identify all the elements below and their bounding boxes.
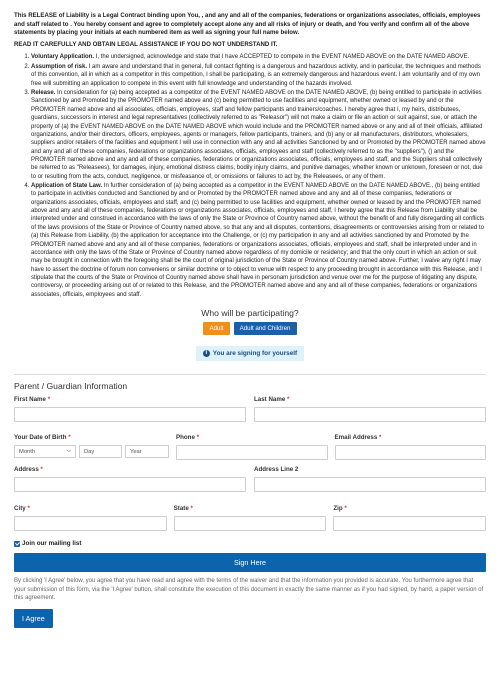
mailing-list-option[interactable]	[14, 540, 486, 547]
clause-text: In consideration for (a) being accepted as a competitor of the EVENT NAMED ABOVE on the DATE NAMED ABOVE, (b) being entitled to participate in activities Sanctioned by and Promoted by the PROMOTER named above and (c) being permitted to use facilities and equipment, whether owned or leased by and or the PROMOTER named above and all associates, officials, employees, staff and fellow participants and trainers/coaches. I hereby agree that I, my heirs, distributees, guardians, successors in interest and legal representatives (collectively referred to as "Releasor") will not make a claim or file an action or suit against, sue, or attach the property of (a) the EVENT NAMED ABOVE on the DATE NAMED ABOVE which would include and the PROMOTER named above or any and all of their officials, affiliated organizations, and/or their directors, officers, employees, agents or managers, fellow participants, trainers, and (b) any or all manufacturers, distributors, wholesalers, suppliers and/or retailers of the facilities and equipment I will use in connection with any and all activities Sanctioned by and or Promoted by the PROMOTER named above and any and all of these companies, federations or organizations associates, officials, employees and staff (collectively referred to as the "suppliers"), () and the PROMOTER named above and any and all of these companies, federations or organizations associates, officials, employees and staff, and the Suppliers shall collectively be referred to as "Releasees), for damages, injury, emotional distress claims, bodily injury claims, and punitive damages, whether known or unknown, foreseen or not, due to or resulting from the acts, conduct, negligence, or misfeasance of, or omissions or failures to act by, the Releasees, or any of them.	[31, 90, 486, 180]
dob-label: Your Date of Birth *	[14, 434, 71, 442]
clause-item	[31, 63, 486, 88]
zip-label: Zip *	[333, 505, 347, 513]
release-intro: This RELEASE of Liability is a Legal Contract binding upon You, , and any and all of the companies, federations or organizations associates, officials, employees and staff related to . You hereby consent and agree to completely accept alone any and all risks of injury or death, and You verify and confirm all of the above statements by placing your initials at each numbered item as well as signing your full name below.	[14, 12, 481, 37]
email-input[interactable]	[335, 445, 487, 460]
address-label: Address *	[14, 466, 43, 474]
signing-notice	[196, 346, 304, 361]
participation-options	[14, 322, 486, 335]
clause-item	[31, 182, 486, 299]
phone-label: Phone *	[176, 434, 200, 442]
clause-item	[31, 89, 486, 181]
month-select[interactable]: Month ⌵	[14, 445, 76, 458]
address-input[interactable]	[14, 477, 246, 492]
phone-field-group	[176, 434, 328, 460]
city-input[interactable]	[14, 516, 167, 531]
dob-field-group	[14, 434, 169, 460]
clauses-list	[14, 53, 486, 299]
clause-item	[31, 53, 486, 61]
phone-input[interactable]	[176, 445, 328, 460]
participation-title: Who will be participating?	[201, 307, 299, 318]
address2-field-group	[254, 466, 486, 492]
checkbox-checked-icon[interactable]	[14, 541, 20, 547]
adult-option-button[interactable]: Adult	[203, 322, 229, 335]
year-select[interactable]: Year	[125, 445, 169, 458]
address2-input[interactable]	[254, 477, 486, 492]
i-agree-button[interactable]: I Agree	[14, 609, 53, 628]
adult-and-children-option-button[interactable]: Adult and Children	[234, 322, 297, 335]
day-select[interactable]: Day	[79, 445, 122, 458]
state-input[interactable]	[174, 516, 327, 531]
info-icon: i	[203, 350, 210, 357]
clause-text: I am aware and understand that in general, full contact fighting is a dangerous and hazardous activity, and in particular, the techniques and methods of this convention, all in which as a competitor in this competition, I shall be participating, is an extremely dangerous and hazardous event. I am voluntarily and of my own free will submitting an application to compete in this event with full knowledge and understanding of the hazards involved.	[31, 63, 481, 87]
dob-selects	[14, 445, 169, 458]
chevron-down-icon: ⌵	[66, 448, 71, 455]
clause-title: Assumption of risk.	[31, 63, 88, 70]
state-label: State *	[173, 505, 193, 513]
first-name-label: First Name *	[14, 396, 51, 404]
last-name-input[interactable]	[254, 407, 486, 422]
city-label: City *	[14, 505, 30, 513]
last-name-field-group	[254, 396, 486, 422]
address2-label: Address Line 2	[254, 466, 299, 474]
clause-title: Release.	[31, 90, 56, 97]
signing-notice-text: You are signing for yourself	[212, 350, 298, 358]
zip-field-group	[333, 505, 486, 531]
address-field-group	[14, 466, 246, 492]
last-name-label: Last Name *	[254, 396, 290, 404]
email-label: Email Address *	[334, 434, 382, 442]
clause-text: In further consideration of (a) being accepted as a competitor in the EVENT NAMED ABOVE on the DATE NAMED ABOVE., (b) being entitled to participate in activities conducted and Sanctioned by and or Promoted by the PROMOTER named above and any and all of these companies, federations or organizations associates, officials, employees and staff, and (c) being permitted to use facilities and equipment, whether owned or leased by and the PROMOTER named above and any and all of these companies, federations or organizations associates, officials, employees and staff, I hereby agree that this Release from Liability shall be interpreted under and construed in accordance with the laws of only the State or Province of Country named above, without the benefit of and fully disregarding all conflicts of the laws provisions of the State or Province of Country named above, so that any and all disputes, contentions, disagreements or controversies arising from or related to (a) this Release from Liability, (b) the application for acceptance into the Challenge, or (c) my participation in any and all activities sanctioned by and Promoted by the PROMOTER named above and any and all of these companies, federations or organizations associates, officials, employees and staff, shall be interpreted under and in accordance with only the laws of the State or Province of Country named above regardless of my domicile or residency; and that the only court in which an action or suit may be brought in connection with the foregoing shall be the court of original jurisdiction of the State or Province of Country named above. Further, I waive any right I may have to assert the doctrine of forum non conveniens or similar doctrine or to object to venue with respect to any proceeding brought in accordance with this Release, and I stipulate that the courts of the State or Province of Country named above shall have in personam jurisdiction and venue over me for the purpose of litigating any dispute, controversy, or proceeding arising out of or related to this Release, and the PROMOTER named above and any and all of these companies, federations or organizations associates, officials, employees and staff.	[31, 183, 485, 298]
clause-text: I, the undersigned, acknowledge and state that I have ACCEPTED to compete in the EVENT NAMED ABOVE on the DATE NAMED ABOVE.	[94, 54, 470, 61]
sign-here-button[interactable]: Sign Here	[14, 553, 486, 572]
city-field-group	[14, 505, 167, 531]
participation-section	[14, 308, 486, 361]
first-name-input[interactable]	[14, 407, 246, 422]
section-divider	[14, 374, 486, 375]
guardian-form	[14, 396, 486, 531]
email-field-group	[335, 434, 487, 460]
guardian-section-title: Parent / Guardian Information	[14, 381, 128, 392]
agreement-text: By clicking 'I Agree' below, you agree that you have read and agree with the terms of the waiver and that the information you provided is accurate. You furthermore agree that your submission of this form, via the 'I Agree' button, shall constitute the execution of this document in exactly the same manner as if you had signed, by hand, a paper version of this agreement.	[14, 578, 484, 601]
clause-title: Voluntary Application.	[31, 54, 95, 61]
clause-title: Application of State Law.	[31, 183, 103, 190]
state-field-group	[174, 505, 327, 531]
zip-input[interactable]	[333, 516, 486, 531]
read-carefully-notice: READ IT CAREFULLY AND OBTAIN LEGAL ASSISTANCE IF YOU DO NOT UNDERSTAND IT.	[14, 40, 278, 48]
mailing-list-label: Join our mailing list	[22, 540, 82, 548]
first-name-field-group	[14, 396, 246, 422]
